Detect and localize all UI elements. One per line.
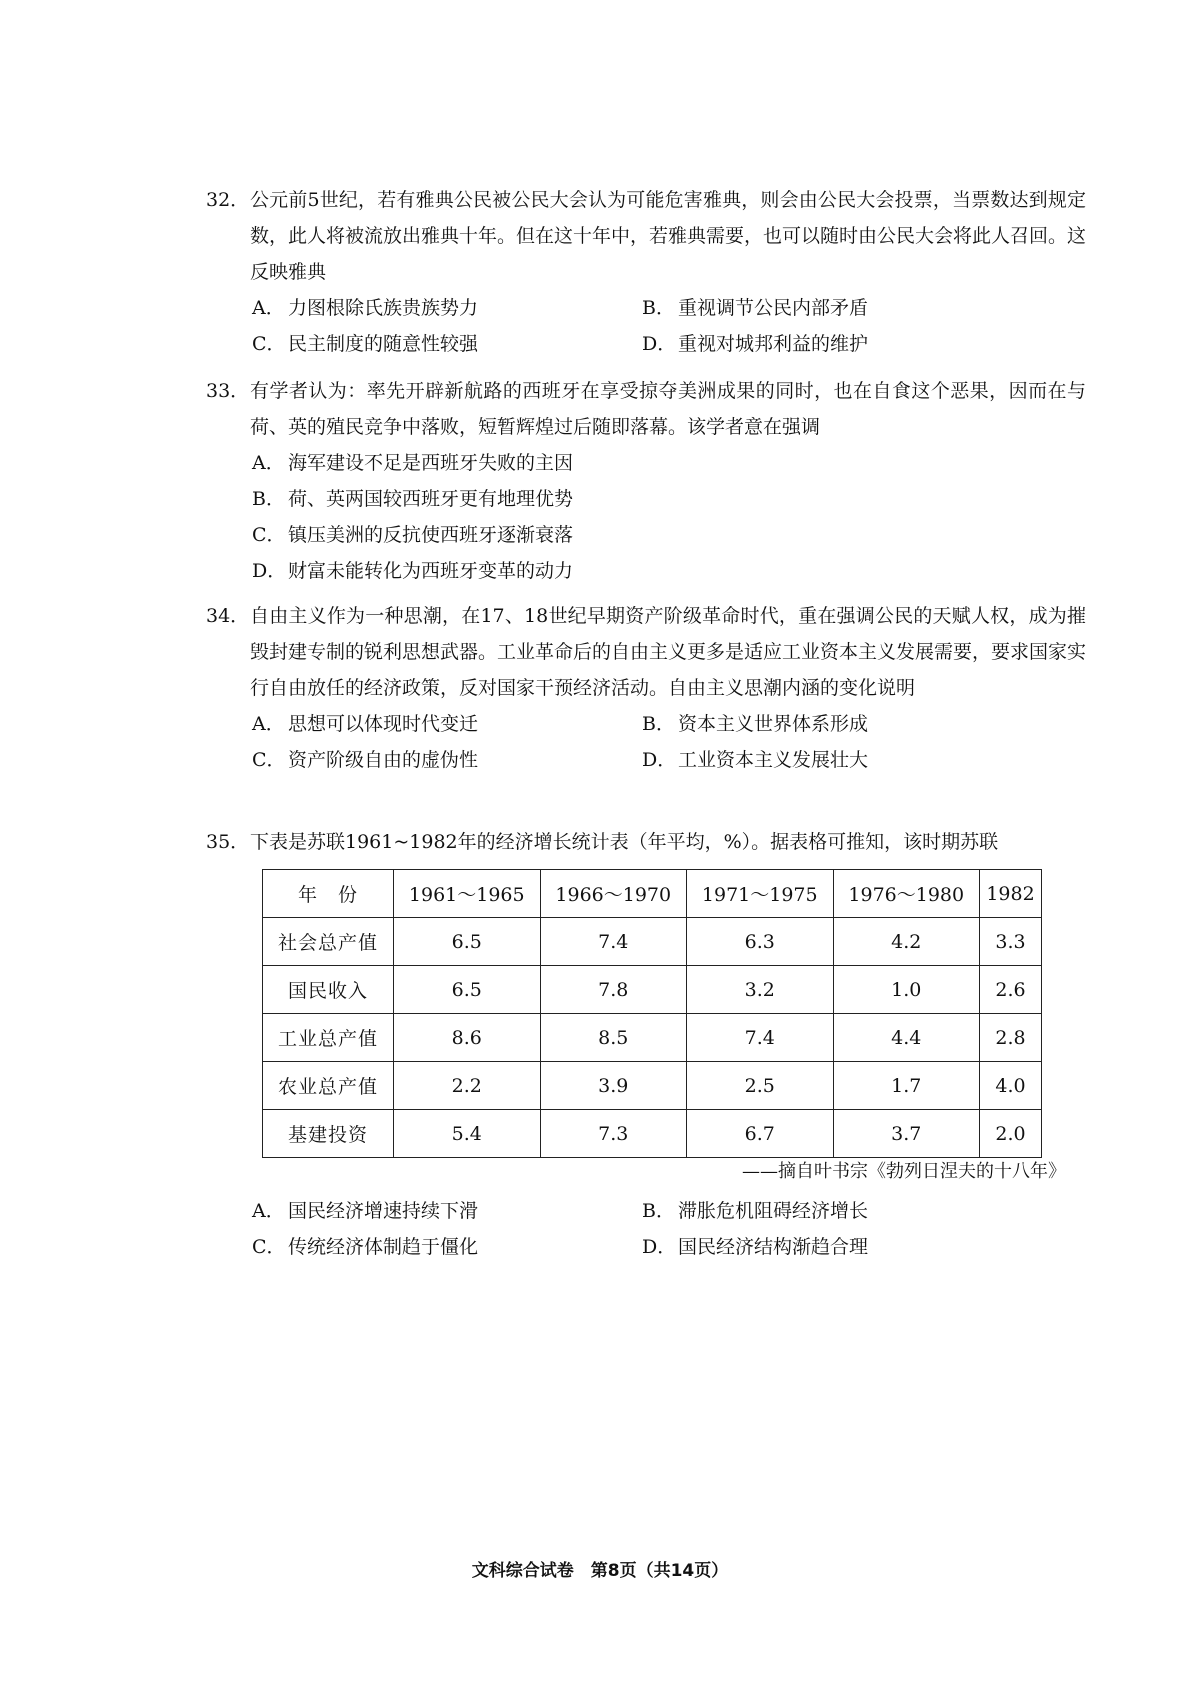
- question-number: 35．: [206, 831, 250, 853]
- table-cell: 1.0: [833, 966, 980, 1014]
- table-cell: 3.3: [980, 918, 1042, 966]
- option-letter: D．: [642, 1236, 677, 1258]
- options: [206, 445, 1086, 589]
- table-header-cell: 1966～1970: [540, 870, 687, 918]
- option-letter: C．: [252, 749, 286, 771]
- table-header-cell: 1961～1965: [394, 870, 541, 918]
- option-text: 工业资本主义发展壮大: [678, 749, 869, 771]
- option-text: 资本主义世界体系形成: [678, 713, 869, 735]
- table-header-cell: 1982: [980, 870, 1042, 918]
- option-letter: A．: [252, 1200, 285, 1222]
- option-c: [252, 742, 642, 778]
- option-c: [252, 326, 642, 362]
- table-cell: 2.8: [980, 1014, 1042, 1062]
- option-b: [642, 1193, 868, 1229]
- option-d: [642, 326, 868, 362]
- question-34: [206, 598, 1086, 778]
- option-letter: B．: [642, 297, 675, 319]
- option-text: 重视调节公民内部矛盾: [678, 297, 869, 319]
- table-cell: 7.3: [540, 1110, 687, 1158]
- question-stem: [206, 373, 1086, 445]
- table-row: [263, 1110, 1042, 1158]
- question-32: [206, 182, 1086, 362]
- question-stem: [206, 824, 1086, 860]
- table-cell: 4.0: [980, 1062, 1042, 1110]
- option-a: [252, 445, 573, 481]
- table-cell: 2.2: [394, 1062, 541, 1110]
- table-cell: 1.7: [833, 1062, 980, 1110]
- option-letter: D．: [642, 749, 677, 771]
- question-stem: [206, 182, 1086, 290]
- option-letter: B．: [642, 713, 675, 735]
- table-row: [263, 966, 1042, 1014]
- question-text: 公元前5世纪，若有雅典公民被公民大会认为可能危害雅典，则会由公民大会投票，当票数达到规定数，此人将被流放出雅典十年。但在这十年中，若雅典需要，也可以随时由公民大会将此人召回。这反映雅典: [250, 189, 1087, 283]
- table-cell: 2.5: [687, 1062, 834, 1110]
- option-letter: C．: [252, 333, 286, 355]
- table-cell: 3.7: [833, 1110, 980, 1158]
- question-text: 有学者认为：率先开辟新航路的西班牙在享受掠夺美洲成果的同时，也在自食这个恶果，因而在与荷、英的殖民竞争中落败，短暂辉煌过后随即落幕。该学者意在强调: [250, 380, 1086, 438]
- option-text: 民主制度的随意性较强: [288, 333, 479, 355]
- question-text: 自由主义作为一种思潮，在17、18世纪早期资产阶级革命时代，重在强调公民的天赋人权，成为摧毁封建专制的锐利思想武器。工业革命后的自由主义更多是适应工业资本主义发展需要，要求国家实行自由放任的经济政策，反对国家干预经济活动。自由主义思潮内涵的变化说明: [250, 605, 1087, 699]
- question-text: 下表是苏联1961~1982年的经济增长统计表（年平均，%）。据表格可推知，该时期苏联: [250, 831, 999, 853]
- option-letter: A．: [252, 713, 285, 735]
- option-text: 财富未能转化为西班牙变革的动力: [288, 560, 574, 582]
- table-cell: 3.9: [540, 1062, 687, 1110]
- table-header-cell: 1976～1980: [833, 870, 980, 918]
- table-cell: 4.2: [833, 918, 980, 966]
- option-letter: B．: [642, 1200, 675, 1222]
- option-c: [252, 1229, 642, 1265]
- options: [206, 290, 1086, 362]
- page-footer: 文科综合试卷 第8页（共14页）: [471, 1561, 729, 1581]
- option-text: 镇压美洲的反抗使西班牙逐渐衰落: [288, 524, 574, 546]
- table-cell: 6.3: [687, 918, 834, 966]
- table-row: [263, 918, 1042, 966]
- table-row: [263, 1062, 1042, 1110]
- table-cell: 5.4: [394, 1110, 541, 1158]
- table-cell: 6.5: [394, 918, 541, 966]
- option-a: [252, 706, 642, 742]
- table-row-label: 国民收入: [263, 966, 394, 1014]
- options: [206, 706, 1086, 778]
- table-cell: 4.4: [833, 1014, 980, 1062]
- table-cell: 7.8: [540, 966, 687, 1014]
- option-text: 资产阶级自由的虚伪性: [288, 749, 479, 771]
- economic-growth-table: [262, 869, 1042, 1158]
- option-d: [642, 1229, 868, 1265]
- table-cell: 2.0: [980, 1110, 1042, 1158]
- table-cell: 3.2: [687, 966, 834, 1014]
- option-text: 思想可以体现时代变迁: [288, 713, 479, 735]
- option-letter: D．: [642, 333, 677, 355]
- option-letter: C．: [252, 1236, 286, 1258]
- option-a: [252, 290, 642, 326]
- option-text: 滞胀危机阻碍经济增长: [678, 1200, 869, 1222]
- option-a: [252, 1193, 642, 1229]
- option-text: 国民经济增速持续下滑: [288, 1200, 479, 1222]
- question-number: 32．: [206, 189, 250, 211]
- option-text: 荷、英两国较西班牙更有地理优势: [288, 488, 574, 510]
- table-row-label: 社会总产值: [263, 918, 394, 966]
- option-b: [642, 706, 868, 742]
- table-row-label: 工业总产值: [263, 1014, 394, 1062]
- option-text: 海军建设不足是西班牙失败的主因: [288, 452, 574, 474]
- table-row-label: 基建投资: [263, 1110, 394, 1158]
- option-text: 力图根除氏族贵族势力: [288, 297, 479, 319]
- option-b: [642, 290, 868, 326]
- table-cell: 7.4: [687, 1014, 834, 1062]
- table-cell: 6.7: [687, 1110, 834, 1158]
- table-cell: 8.6: [394, 1014, 541, 1062]
- table-row-label: 农业总产值: [263, 1062, 394, 1110]
- question-33: [206, 373, 1086, 589]
- question-35: [206, 824, 1086, 860]
- table-cell: 7.4: [540, 918, 687, 966]
- option-text: 传统经济体制趋于僵化: [288, 1236, 479, 1258]
- table-cell: 6.5: [394, 966, 541, 1014]
- option-text: 国民经济结构渐趋合理: [678, 1236, 869, 1258]
- option-d: [252, 553, 573, 589]
- question-number: 33．: [206, 380, 250, 402]
- table-source-citation: ——摘自叶书宗《勃列日涅夫的十八年》: [742, 1161, 1066, 1182]
- option-letter: A．: [252, 452, 285, 474]
- option-d: [642, 742, 868, 778]
- option-text: 重视对城邦利益的维护: [678, 333, 869, 355]
- table-cell: 8.5: [540, 1014, 687, 1062]
- option-letter: B．: [252, 488, 285, 510]
- option-c: [252, 517, 573, 553]
- table-header-cell: 1971～1975: [687, 870, 834, 918]
- option-b: [252, 481, 573, 517]
- option-letter: C．: [252, 524, 286, 546]
- question-number: 34．: [206, 605, 250, 627]
- option-letter: D．: [252, 560, 287, 582]
- table-header-row: [263, 870, 1042, 918]
- table-corner-cell: 年 份: [263, 870, 394, 918]
- question-stem: [206, 598, 1086, 706]
- table-cell: 2.6: [980, 966, 1042, 1014]
- table-row: [263, 1014, 1042, 1062]
- options-question-35: [252, 1193, 868, 1265]
- option-letter: A．: [252, 297, 285, 319]
